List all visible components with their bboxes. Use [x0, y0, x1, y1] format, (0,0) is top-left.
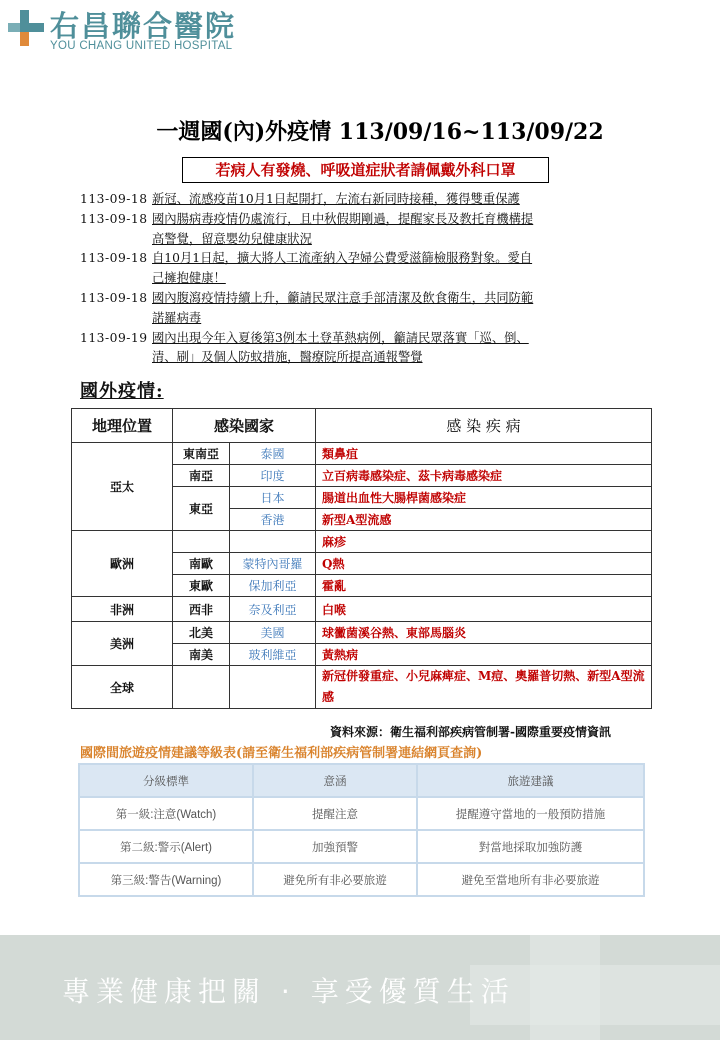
- news-date: 113-09-19: [80, 330, 148, 345]
- table-row: [79, 830, 644, 863]
- disease-cell: 類鼻疽: [316, 443, 652, 465]
- country-cell: 玻利維亞: [230, 644, 316, 666]
- travel-advisory-title: 國際間旅遊疫情建議等級表(請至衛生福利部疾病管制署連結網頁查詢): [80, 746, 483, 761]
- subregion-cell: [173, 531, 230, 553]
- disease-cell: 新冠併發重症、小兒麻痺症、M痘、奧羅普切熱、新型A型流感: [316, 666, 652, 709]
- region-cell: 全球: [72, 666, 173, 709]
- disease-cell: 霍亂: [316, 575, 652, 597]
- news-text: 國內腸病毒疫情仍處流行，且中秋假期剛過，提醒家長及教托育機構提: [152, 211, 534, 226]
- news-item: [80, 210, 650, 250]
- col-header-advice: 旅遊建議: [417, 764, 644, 797]
- mask-warning: 若病人有發燒、呼吸道症狀者請佩戴外科口罩: [182, 157, 549, 183]
- travel-advisory-table: [78, 763, 645, 897]
- news-text: 新冠、流感疫苗10月1日起開打，左流右新同時接種，獲得雙重保護: [152, 192, 520, 206]
- news-text: 國內腹瀉疫情持續上升，籲請民眾注意手部清潔及飲食衛生，共同防範: [152, 290, 534, 305]
- country-cell: 美國: [230, 622, 316, 644]
- country-cell: 蒙特內哥羅: [230, 553, 316, 575]
- disease-cell: 立百病毒感染症、茲卡病毒感染症: [316, 465, 652, 487]
- news-text: 高警覺，留意嬰幼兒健康狀況: [152, 231, 312, 246]
- level-cell: 第二級:警示(Alert): [79, 830, 253, 863]
- subregion-cell: 東南亞: [173, 443, 230, 465]
- col-header-disease: 感 染 疾 病: [316, 409, 652, 443]
- country-cell: [230, 531, 316, 553]
- meaning-cell: 避免所有非必要旅遊: [253, 863, 417, 896]
- news-item: [80, 329, 650, 369]
- table-row: [72, 597, 652, 622]
- news-text: 國內出現今年入夏後第3例本土登革熱病例，籲請民眾落實「巡、倒、: [152, 330, 529, 345]
- subregion-cell: 東亞: [173, 487, 230, 531]
- table-row: [72, 443, 652, 465]
- domestic-news-list: [80, 190, 650, 368]
- foreign-epidemic-heading: 國外疫情:: [80, 381, 164, 402]
- subregion-cell: 南亞: [173, 465, 230, 487]
- meaning-cell: 加強預警: [253, 830, 417, 863]
- advice-cell: 提醒遵守當地的一般預防措施: [417, 797, 644, 830]
- level-cell: 第一級:注意(Watch): [79, 797, 253, 830]
- col-header-country: 感染國家: [173, 409, 316, 443]
- country-cell: 保加利亞: [230, 575, 316, 597]
- table-row: [72, 531, 652, 553]
- subregion-cell: 南歐: [173, 553, 230, 575]
- meaning-cell: 提醒注意: [253, 797, 417, 830]
- region-cell: 非洲: [72, 597, 173, 622]
- subregion-cell: [173, 666, 230, 709]
- table-row: [79, 797, 644, 830]
- data-source-note: 資料來源：衛生福利部疾病管制署-國際重要疫情資訊: [330, 725, 611, 739]
- advice-cell: 避免至當地所有非必要旅遊: [417, 863, 644, 896]
- region-cell: 歐洲: [72, 531, 173, 597]
- hospital-name-cn: 右昌聯合醫院: [50, 9, 237, 43]
- subregion-cell: 西非: [173, 597, 230, 622]
- news-item: [80, 289, 650, 329]
- foreign-disease-table: [71, 408, 652, 709]
- table-row: [72, 622, 652, 644]
- table-row: [72, 666, 652, 709]
- table-header-row: [79, 764, 644, 797]
- page-title: 一週國(內)外疫情 113/09/16~113/09/22: [156, 119, 604, 145]
- col-header-meaning: 意涵: [253, 764, 417, 797]
- advice-cell: 對當地採取加強防護: [417, 830, 644, 863]
- footer-slogan: 專業健康把關 · 享受優質生活: [62, 975, 515, 1008]
- col-header-level: 分級標準: [79, 764, 253, 797]
- country-cell: 奈及利亞: [230, 597, 316, 622]
- news-text: 己擁抱健康！: [152, 271, 226, 286]
- news-item: [80, 190, 650, 210]
- country-cell: [230, 666, 316, 709]
- news-text: 自10月1日起，擴大將人工流產納入孕婦公費愛滋篩檢服務對象。愛自: [152, 251, 533, 266]
- disease-cell: Q熱: [316, 553, 652, 575]
- subregion-cell: 東歐: [173, 575, 230, 597]
- col-header-region: 地理位置: [72, 409, 173, 443]
- disease-cell: 白喉: [316, 597, 652, 622]
- disease-cell: 腸道出血性大腸桿菌感染症: [316, 487, 652, 509]
- news-item: [80, 249, 650, 289]
- hospital-name-en: YOU CHANG UNITED HOSPITAL: [50, 40, 233, 52]
- disease-cell: 麻疹: [316, 531, 652, 553]
- country-cell: 香港: [230, 509, 316, 531]
- subregion-cell: 南美: [173, 644, 230, 666]
- subregion-cell: 北美: [173, 622, 230, 644]
- news-date: 113-09-18: [80, 192, 148, 206]
- table-row: [79, 863, 644, 896]
- news-text: 清、刷」及個人防蚊措施，醫療院所提高通報警覺: [152, 350, 423, 365]
- disease-cell: 黃熱病: [316, 644, 652, 666]
- news-date: 113-09-18: [80, 290, 148, 305]
- country-cell: 泰國: [230, 443, 316, 465]
- disease-cell: 新型A型流感: [316, 509, 652, 531]
- disease-cell: 球黴菌溪谷熱、東部馬腦炎: [316, 622, 652, 644]
- region-cell: 亞太: [72, 443, 173, 531]
- news-date: 113-09-18: [80, 211, 148, 226]
- news-date: 113-09-18: [80, 251, 148, 266]
- country-cell: 印度: [230, 465, 316, 487]
- hospital-cross-logo-icon: [6, 8, 46, 48]
- country-cell: 日本: [230, 487, 316, 509]
- level-cell: 第三級:警告(Warning): [79, 863, 253, 896]
- region-cell: 美洲: [72, 622, 173, 666]
- news-text: 諾羅病毒: [152, 310, 202, 325]
